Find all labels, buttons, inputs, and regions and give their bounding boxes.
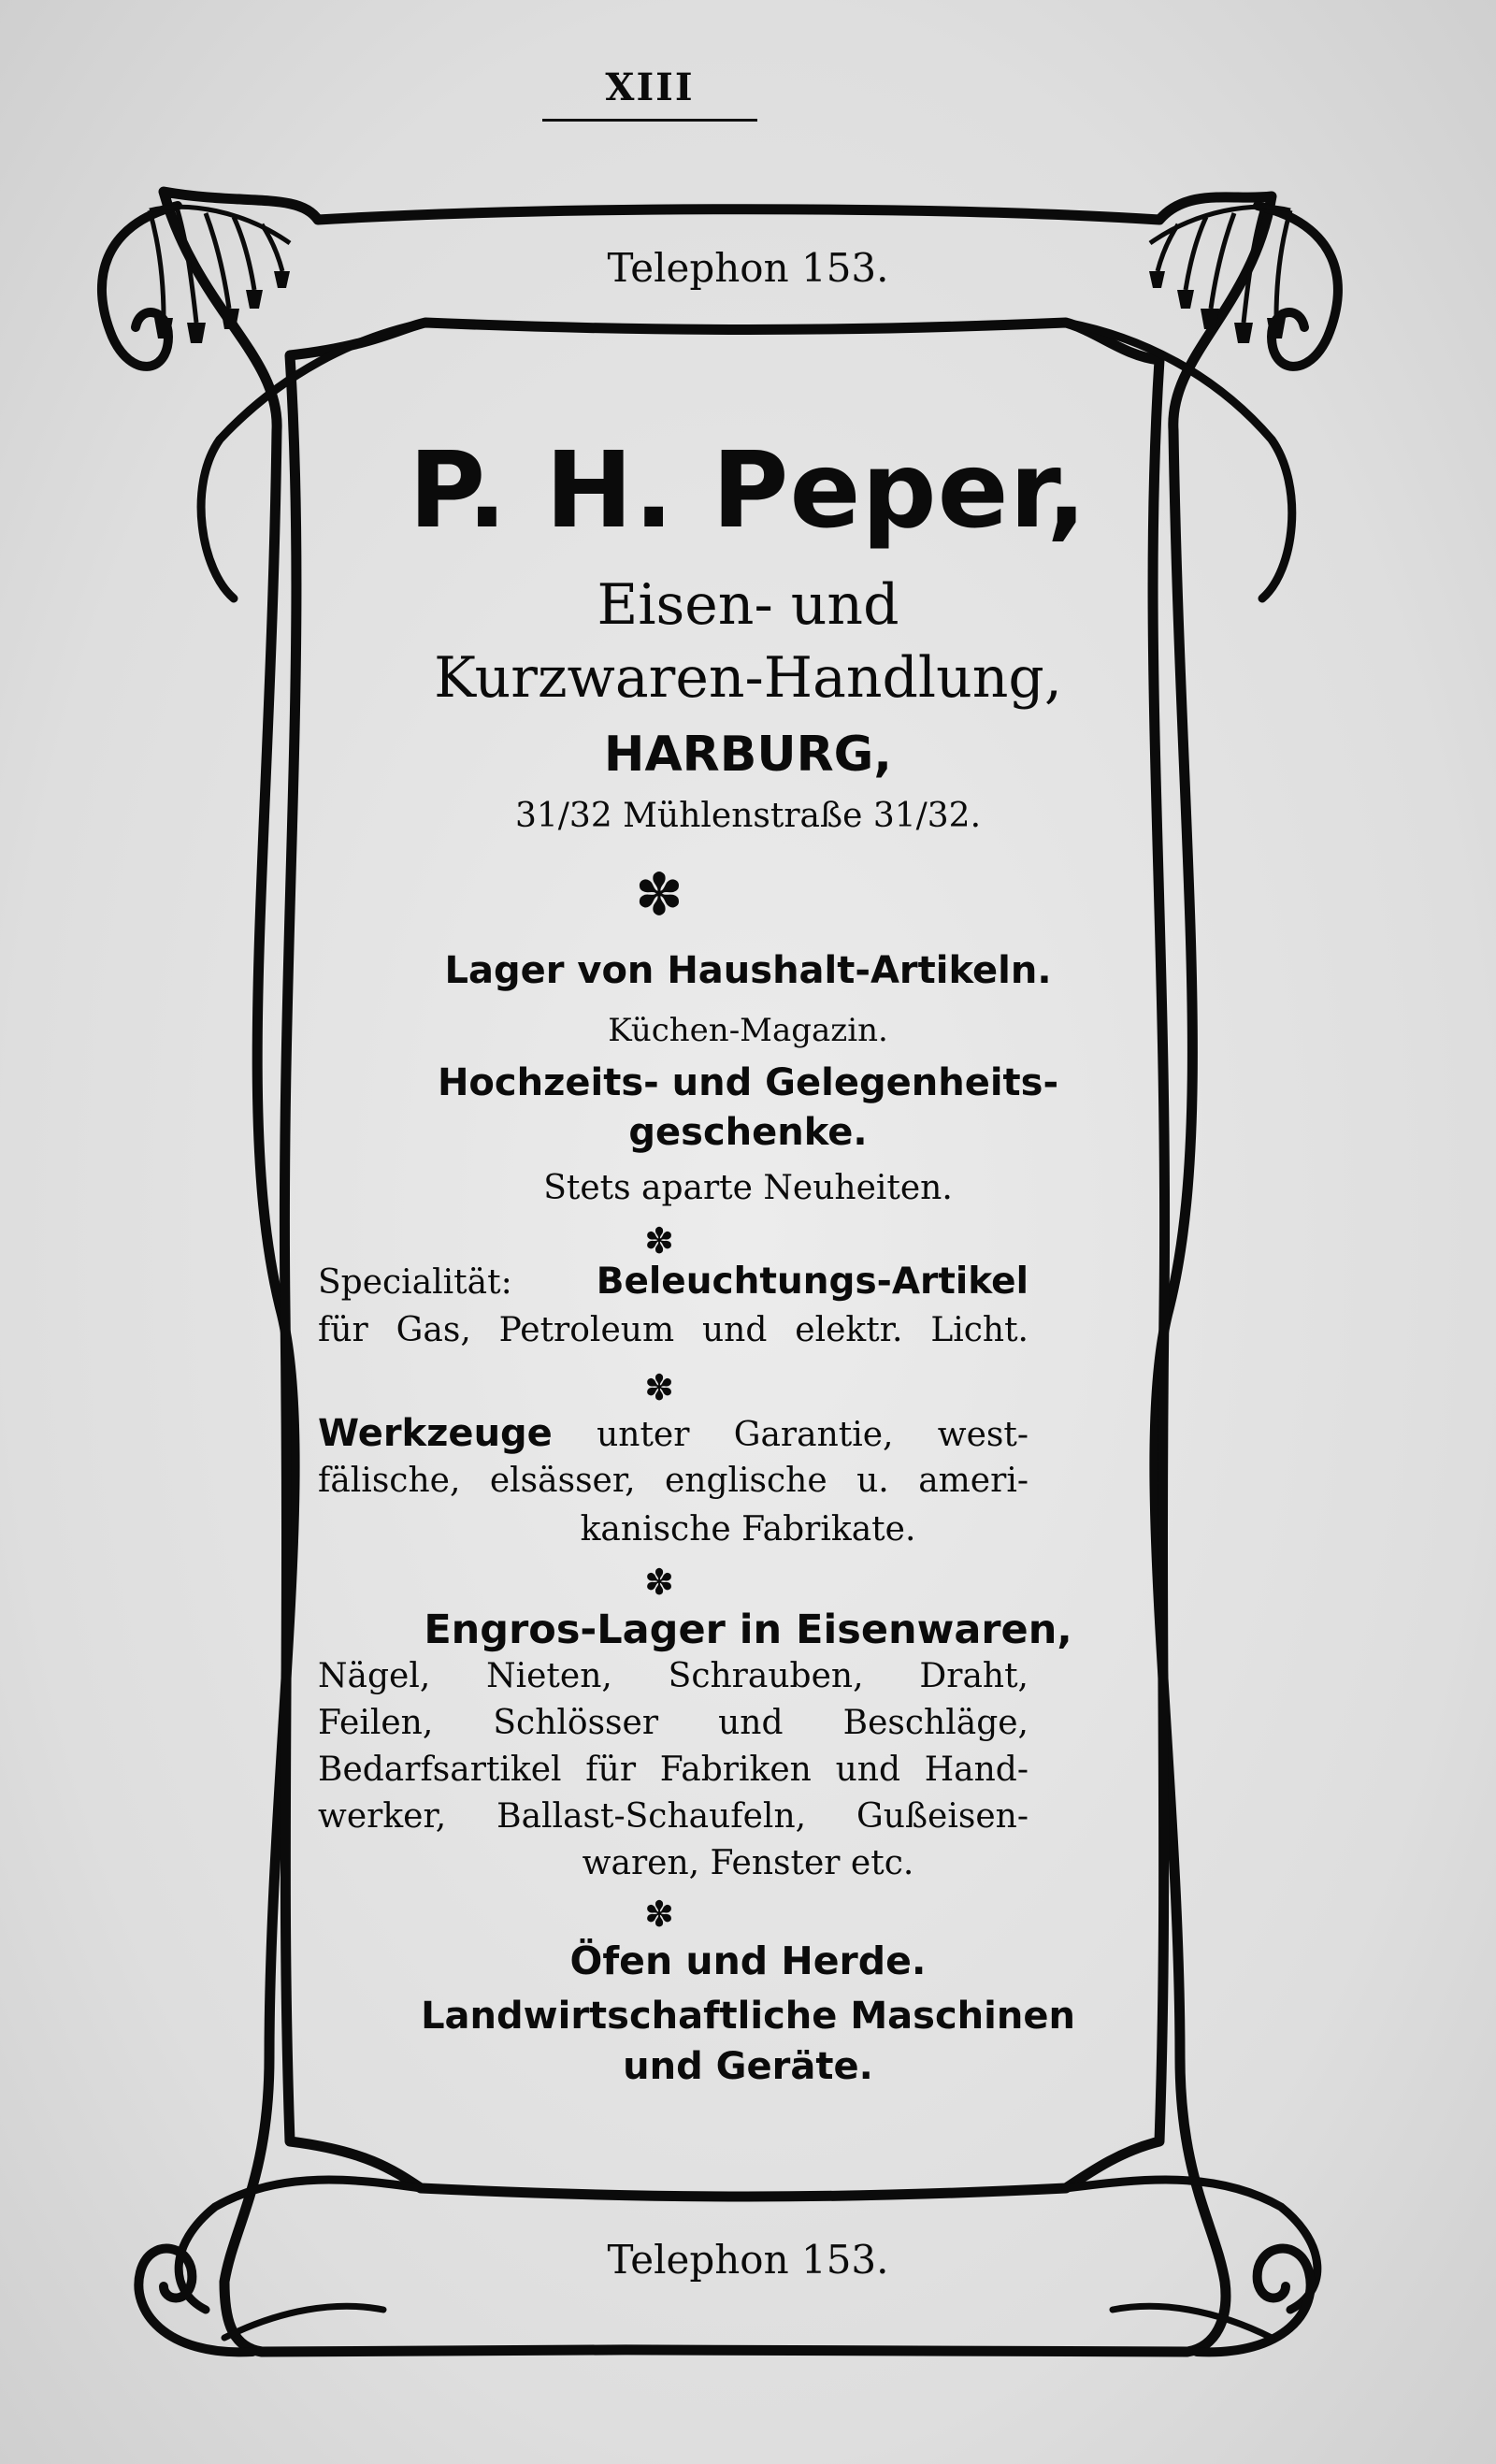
address: 31/32 Mühlenstraße 31/32.	[514, 797, 982, 835]
wholesale-line-2: Feilen, Schlösser und Beschläge,	[318, 1704, 1028, 1742]
wholesale-title: Engros-Lager in Eisenwaren,	[424, 1607, 1072, 1653]
gifts-line-2: geschenke.	[628, 1111, 868, 1154]
flower-ornament-2: ✽	[644, 1220, 674, 1261]
business-line-2: Kurzwaren-Handlung,	[434, 645, 1062, 711]
stoves: Öfen und Herde.	[569, 1938, 927, 1983]
city: HARBURG,	[603, 727, 893, 783]
bottom-right-tendril	[1113, 2306, 1272, 2338]
tools-line-3: kanische Fabrikate.	[580, 1510, 916, 1549]
company-name: P. H. Peper,	[409, 430, 1087, 552]
flower-ornament-4: ✽	[644, 1562, 674, 1603]
agricultural-line-1: Landwirtschaftliche Maschinen	[421, 1995, 1075, 2038]
page-number: XIII	[605, 65, 695, 109]
wholesale-line-3: Bedarfsartikel für Fabriken und Hand-	[318, 1751, 1028, 1789]
bottom-left-tendril	[224, 2306, 383, 2338]
wholesale-line-5: waren, Fenster etc.	[582, 1844, 914, 1882]
gifts-line-1: Hochzeits- und Gelegenheits-	[437, 1061, 1059, 1104]
speciality-line-2: für Gas, Petroleum und elektr. Licht.	[318, 1311, 1028, 1349]
wholesale-line-4: werker, Ballast-Schaufeln, Gußeisen-	[318, 1797, 1028, 1836]
tools-text: unter Garantie, west-	[597, 1416, 1028, 1454]
speciality-label: Specialität:	[318, 1263, 512, 1302]
speciality-item: Beleuchtungs-Artikel	[596, 1261, 1028, 1303]
flower-ornament-5: ✽	[644, 1894, 674, 1935]
speciality-line-1	[318, 1261, 1028, 1303]
household-goods: Lager von Haushalt-Artikeln.	[444, 949, 1052, 992]
flower-ornament-1: ✽	[635, 860, 683, 929]
tools-line-2: fälische, elsässer, englische u. ameri-	[318, 1462, 1028, 1500]
kitchen-store: Küchen-Magazin.	[608, 1012, 888, 1049]
telephone-bottom: Telephon 153.	[607, 2237, 889, 2283]
business-line-1: Eisen- und	[597, 572, 899, 638]
wholesale-line-1: Nägel, Nieten, Schrauben, Draht,	[318, 1657, 1028, 1695]
left-swirl	[102, 206, 178, 367]
novelties: Stets aparte Neuheiten.	[543, 1169, 953, 1207]
tools-line-1	[318, 1412, 1028, 1455]
tools-label: Werkzeuge	[318, 1412, 553, 1455]
agricultural-line-2: und Geräte.	[623, 2045, 873, 2088]
telephone-top: Telephon 153.	[607, 245, 889, 291]
flower-ornament-3: ✽	[644, 1367, 674, 1408]
